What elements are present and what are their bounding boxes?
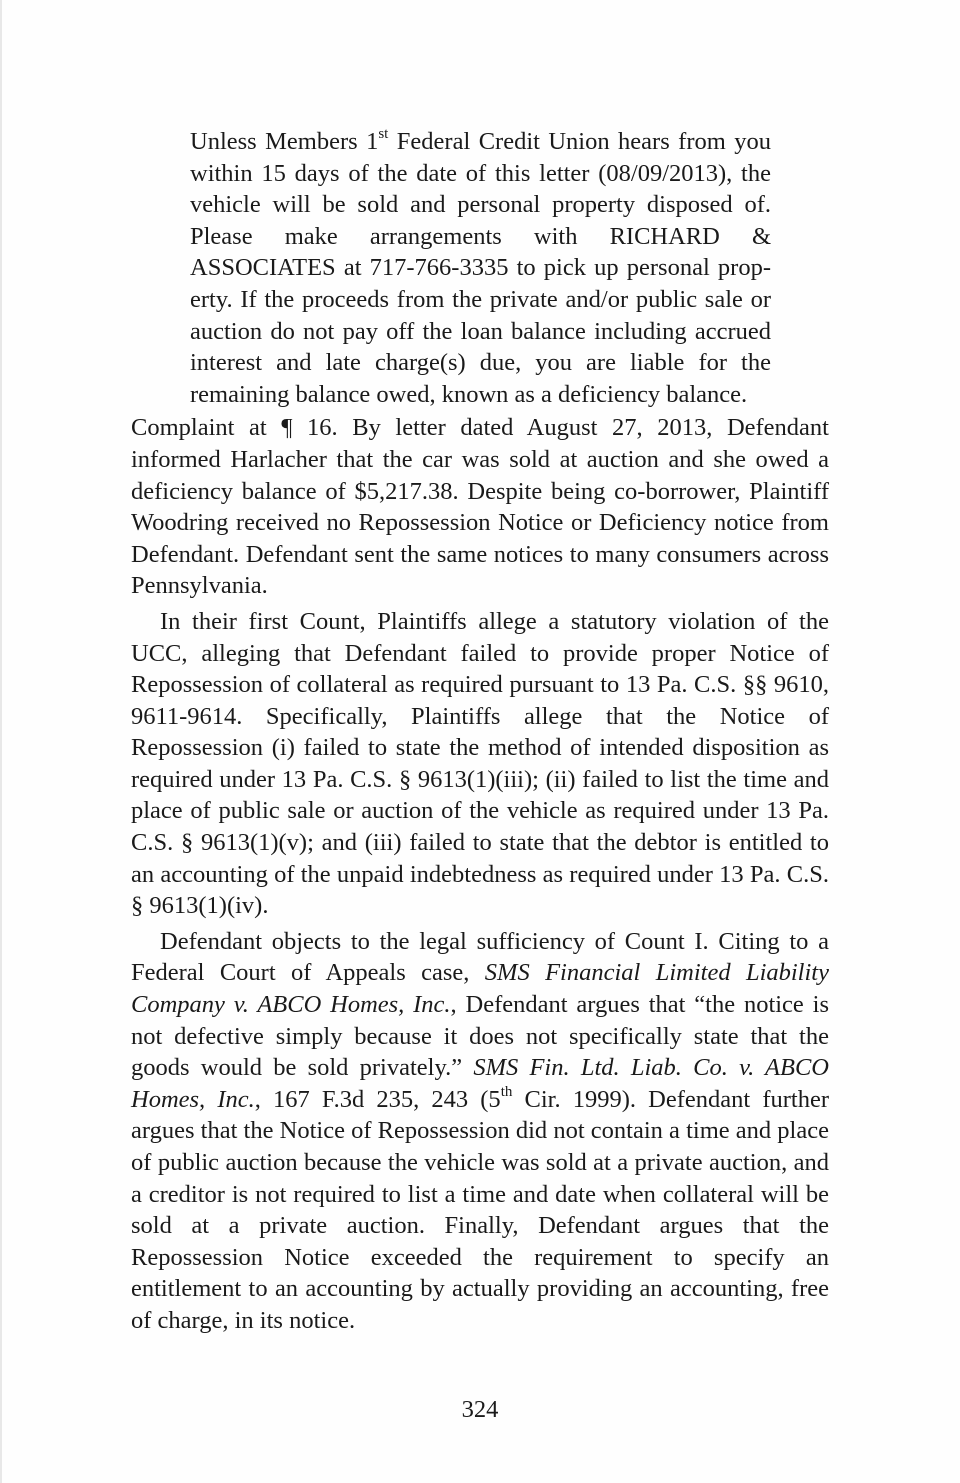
para3-text-1: Defendant objects to the legal sufficiency of Count I. Citing to a Federal Court of Appeals case,	[131, 927, 829, 987]
para3-text-4: Cir. 1999). Defendant further argues that the Notice of Repossession did not contain a time and place of public auction because the vehicle was sold at a private auction, and a creditor is not required to list a time and date when collateral will be sold at a private auction. Finally, Defendant argues that the Repossession Notice exceeded the requirement to specify an entitlement to an accounting by actually providing an accounting, free of charge, in its notice.	[131, 1085, 830, 1334]
page-edge	[0, 0, 2, 1483]
quote-text-rest: Federal Credit Union hears from you within 15 days of the date of this letter (08/09/2013), the vehicle will be sold and personal property disposed of. Please make arrangements with RICHARD & ASSOCIATES at 717-766-3335 to pick up personal property. If the proceeds from the private and/or public sale or auction do not pay off the loan balance including accrued interest and late charge(s) due, you are liable for the remaining balance owed, known as a deficiency balance.	[190, 128, 771, 408]
block-quote	[190, 126, 771, 410]
case-citation-full: SMS Financial Limited Liability Company v. ABCO Homes, Inc.	[131, 959, 829, 1019]
paragraph-defendant-objects	[131, 926, 829, 1337]
quote-text-start: Unless Members 1	[190, 128, 379, 155]
page-number: 324	[461, 1396, 499, 1423]
body-text	[131, 126, 829, 1341]
quote-superscript: st	[378, 125, 389, 142]
paragraph-first-count: In their first Count, Plaintiffs allege a statutory violation of the UCC, alleging that Defendant failed to provide proper Notice of Repossession of collateral as required pursuant to 13 Pa. C.S. §§ 9610, 9611-9614. Specifically, Plaintiffs allege that the Notice of Repossession (i) failed to state the method of intended disposition as required under 13 Pa. C.S. § 9613(1)(iii); (ii) failed to list the time and place of public sale or auction of the vehicle as required under 13 Pa. C.S. § 9613(1)(v); and (iii) failed to state that the debtor is entitled to an accounting of the unpaid indebtedness as required under 13 Pa. C.S. § 9613(1)(iv).	[131, 607, 829, 920]
case-citation-short: SMS Fin. Ltd. Liab. Co. v. ABCO Homes, Inc.	[131, 1054, 829, 1113]
para3-text-2: , Defendant argues that “the notice is not defective simply because it does not specifically state that the goods would be sold privately.”	[131, 991, 829, 1082]
para3-text-3: , 167 F.3d 235, 243 (5	[254, 1085, 501, 1113]
para3-superscript: th	[500, 1083, 513, 1100]
paragraph-complaint: Complaint at ¶ 16. By letter dated August 27, 2013, Defendant informed Harlacher that the car was sold at auction and she owed a deficiency balance of $5,217.38. Despite being co-borrower, Plaintiff Woodring received no Repossession Notice or Deficiency notice from Defendant. Defendant sent the same notices to many consumers across Pennsylvania.	[131, 414, 829, 600]
